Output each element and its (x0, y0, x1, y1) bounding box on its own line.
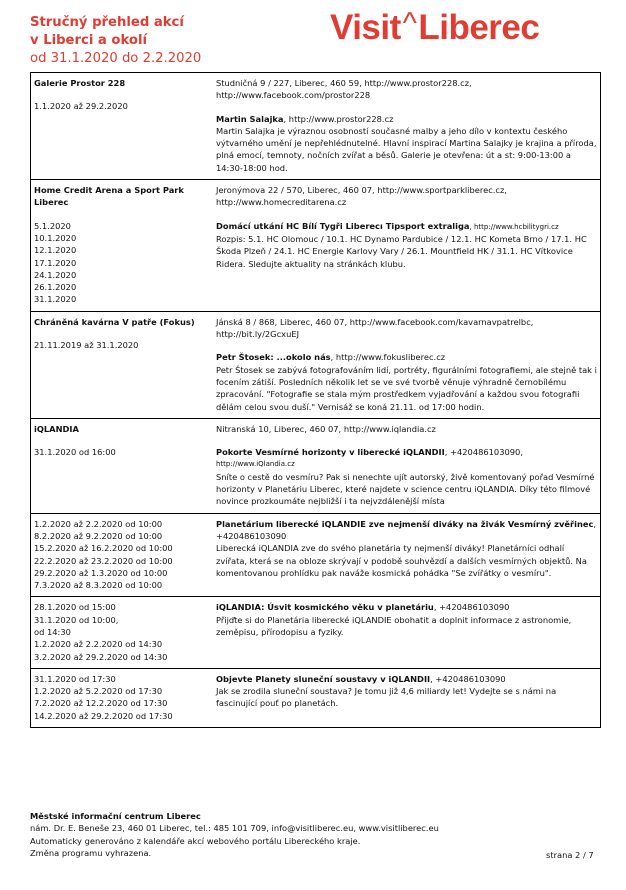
events-body (31, 73, 601, 728)
footer-org: Městské informační centrum Liberec (30, 811, 201, 821)
event-date: 1.2.2020 až 2.2.2020 od 14:30 (34, 639, 163, 650)
event-row (31, 73, 601, 180)
event-right-cell (213, 311, 601, 418)
event-contact: , +420486103090, (444, 447, 523, 458)
date-range: od 31.1.2020 do 2.2.2020 (30, 51, 202, 66)
document-title (30, 14, 201, 68)
event-date: 1.2.2020 až 2.2.2020 od 10:00 (34, 518, 163, 529)
event-description: Martin Salajka je výraznou osobností současné malby a jeho dílo v kontextu českého výtvarného umění je nepřehlédnutelné. Hlavní inspirací Martina Salajky je krajina a příroda, plná emocí, temnoty, nočních zvířat a běsů. Galerie je otevřena: út a st: 9:00-13:00 a 14:30-18:00 hod. (216, 125, 597, 173)
footer-note-generated: Automaticky generováno z kalendáře akcí webového portálu Libereckého kraje. (30, 835, 361, 846)
event-date: 12.1.2020 (34, 245, 77, 256)
event-title: iQLANDIA: Úsvit kosmického věku v planetáriu (216, 602, 434, 613)
event-date: 1.1.2020 až 29.2.2020 (34, 101, 128, 112)
event-date: 7.2.2020 až 12.2.2020 od 17:30 (34, 698, 168, 709)
event-title: Objevte Planety sluneční soustavy v iQLANDII (216, 673, 431, 684)
event-date: 31.1.2020 (34, 294, 77, 305)
title-line-1: Stručný přehled akcí (30, 15, 184, 30)
event-date: 14.2.2020 až 29.2.2020 od 17:30 (34, 710, 173, 721)
event-date: 8.2.2020 až 9.2.2020 od 10:00 (34, 530, 163, 541)
event-row (31, 180, 601, 312)
event-date: 22.2.2020 až 23.2.2020 od 10:00 (34, 555, 173, 566)
event-left-cell (31, 668, 214, 727)
event-date: 31.1.2020 od 16:00 (34, 447, 116, 458)
event-left-cell (31, 180, 214, 312)
event-right-cell (213, 597, 601, 668)
event-title: Planetárium liberecké iQLANDIE zve nejmenší diváky na živák Vesmírný zvěřinec (216, 518, 594, 529)
footer-note-changes: Změna programu vyhrazena. (30, 847, 152, 858)
event-contact: , +420486103090 (430, 673, 506, 684)
venue-address: Studničná 9 / 227, Liberec, 460 59, http://www.prostor228.cz, http://www.facebook.com/prostor228 (216, 78, 472, 101)
visit-liberec-logo (330, 6, 602, 50)
event-date: 26.1.2020 (34, 282, 77, 293)
logo-caret-icon: ^ (402, 7, 417, 40)
footer-address: nám. Dr. E. Beneše 23, 460 01 Liberec, tel.: 485 101 709, info@visitliberec.eu, www.visitliberec.eu (30, 823, 439, 834)
event-contact: , http://www.fokusliberec.cz (330, 352, 446, 363)
event-left-cell (31, 513, 214, 597)
event-date: 29.2.2020 až 1.3.2020 od 10:00 (34, 567, 168, 578)
event-date: 21.11.2019 až 31.1.2020 (34, 340, 139, 351)
event-date: 28.1.2020 od 15:00 (34, 602, 116, 613)
event-right-cell (213, 180, 601, 312)
events-table (30, 72, 601, 728)
event-right-cell (213, 73, 601, 180)
event-title: Pokorte Vesmírné horizonty v liberecké iQLANDII (216, 447, 445, 458)
event-row (31, 668, 601, 727)
logo-word-liberec: Liberec (418, 8, 540, 47)
event-description: Jak se zrodila sluneční soustava? Je tomu již 4,6 miliardy let! Vydejte se s námi na fascinující pouť po planetách. (216, 686, 557, 709)
event-title: Martin Salajka (216, 113, 284, 124)
event-description: Liberecká iQLANDIA zve do svého planetária ty nejmenší diváky! Planetárníci odhalí zvířata, která se na obloze skrývají v podobě souhvězdí a dalších vesmírných objektů. Na komentovanou prohlídku pak naváže kosmická pohádka "Se zvířátky o vesmíru". (216, 543, 587, 578)
event-date: 10.1.2020 (34, 232, 77, 243)
event-date: 5.1.2020 (34, 220, 71, 231)
event-row (31, 597, 601, 668)
event-title: Petr Štosek: ...okolo nás (216, 352, 331, 363)
event-description: Přijďte si do Planetária liberecké iQLANDIE obohatit a doplnit informace z astronomie, zeměpisu, přírodopisu a fyziky. (216, 614, 572, 637)
event-contact: , +420486103090 (216, 518, 597, 541)
venue-name: Home Credit Arena a Sport Park Liberec (34, 185, 184, 208)
event-left-cell (31, 418, 214, 513)
event-left-cell (31, 311, 214, 418)
venue-name: iQLANDIA (34, 423, 79, 434)
venue-address: Nitranská 10, Liberec, 460 07, http://www.iqlandia.cz (216, 423, 436, 434)
event-contact: , +420486103090 (433, 602, 510, 613)
event-date: 31.1.2020 od 10:00, (34, 614, 119, 625)
logo-word-visit: Visit (330, 8, 401, 47)
event-link[interactable]: , http://www.hcbilitygri.cz (469, 222, 559, 231)
venue-name: Chráněná kavárna V patře (Fokus) (34, 316, 195, 327)
event-date: 17.1.2020 (34, 257, 77, 268)
event-left-cell (31, 73, 214, 180)
event-row (31, 418, 601, 513)
event-right-cell (213, 418, 601, 513)
footer (30, 810, 439, 859)
page-number: strana 2 / 7 (546, 850, 594, 860)
event-contact: , http://www.prostor228.cz (283, 113, 394, 124)
event-row (31, 513, 601, 597)
event-date: 15.2.2020 až 16.2.2020 od 10:00 (34, 543, 173, 554)
event-right-cell (213, 668, 601, 727)
event-date: 7.3.2020 až 8.3.2020 od 10:00 (34, 580, 163, 591)
event-date: 24.1.2020 (34, 269, 77, 280)
event-date: 31.1.2020 od 17:30 (34, 673, 116, 684)
event-title: Domácí utkání HC Bílí Tygři Liberecı Tipsport extraliga (216, 220, 470, 231)
event-description: Sníte o cestě do vesmíru? Pak si nenechte ujít autorský, živě komentovaný pořad Vesmírné horizonty v Planetáriu Liberec, které najdete v science centru iQLANDIA. Díky této filmové novince prozkoumáte nejbližší i ta nejvzdálenější místa (216, 471, 595, 507)
event-description: Petr Štosek se zabývá fotografováním lidí, portréty, figurálními fotografiemi, ale stejně tak i focením zátiší. Posledních několik let se ve své tvorbě věnuje výhradně černobílému zpracování. "Fotografie se stala mým prostředkem vyjadřování a každou svou fotografii dělám celou svou duší." Vernisáž se koná 21.11. od 17:00 hodin. (216, 364, 597, 412)
event-date: 3.2.2020 až 29.2.2020 od 14:30 (34, 651, 168, 662)
venue-address: Jánská 8 / 868, Liberec, 460 07, http://www.facebook.com/kavarnavpatrelbc, http://bit.ly/2GcxuEJ (216, 316, 534, 340)
venue-address: Jeronýmova 22 / 570, Liberec, 460 07, http://www.sportparkliberec.cz, http://www.homecreditarena.cz (216, 185, 507, 208)
event-date: od 14:30 (34, 626, 71, 637)
venue-name: Galerie Prostor 228 (34, 78, 126, 88)
event-date: 1.2.2020 až 5.2.2020 od 17:30 (34, 686, 163, 697)
event-left-cell (31, 597, 214, 668)
event-link[interactable]: http://www.iQlandia.cz (216, 460, 295, 469)
event-row (31, 311, 601, 418)
title-line-2: v Liberci a okolí (30, 33, 147, 48)
event-description: Rozpis: 5.1. HC Olomouc / 10.1. HC Dynamo Pardubice / 12.1. HC Kometa Brno / 17.1. HC Škoda Plzeň / 24.1. HC Energie Karlovy Vary / 26.1. Mountfield HK / 31.1. HC Vítkovice Ridera. Sledujte aktuality na stránkách klubu. (216, 233, 587, 269)
event-right-cell (213, 513, 601, 597)
